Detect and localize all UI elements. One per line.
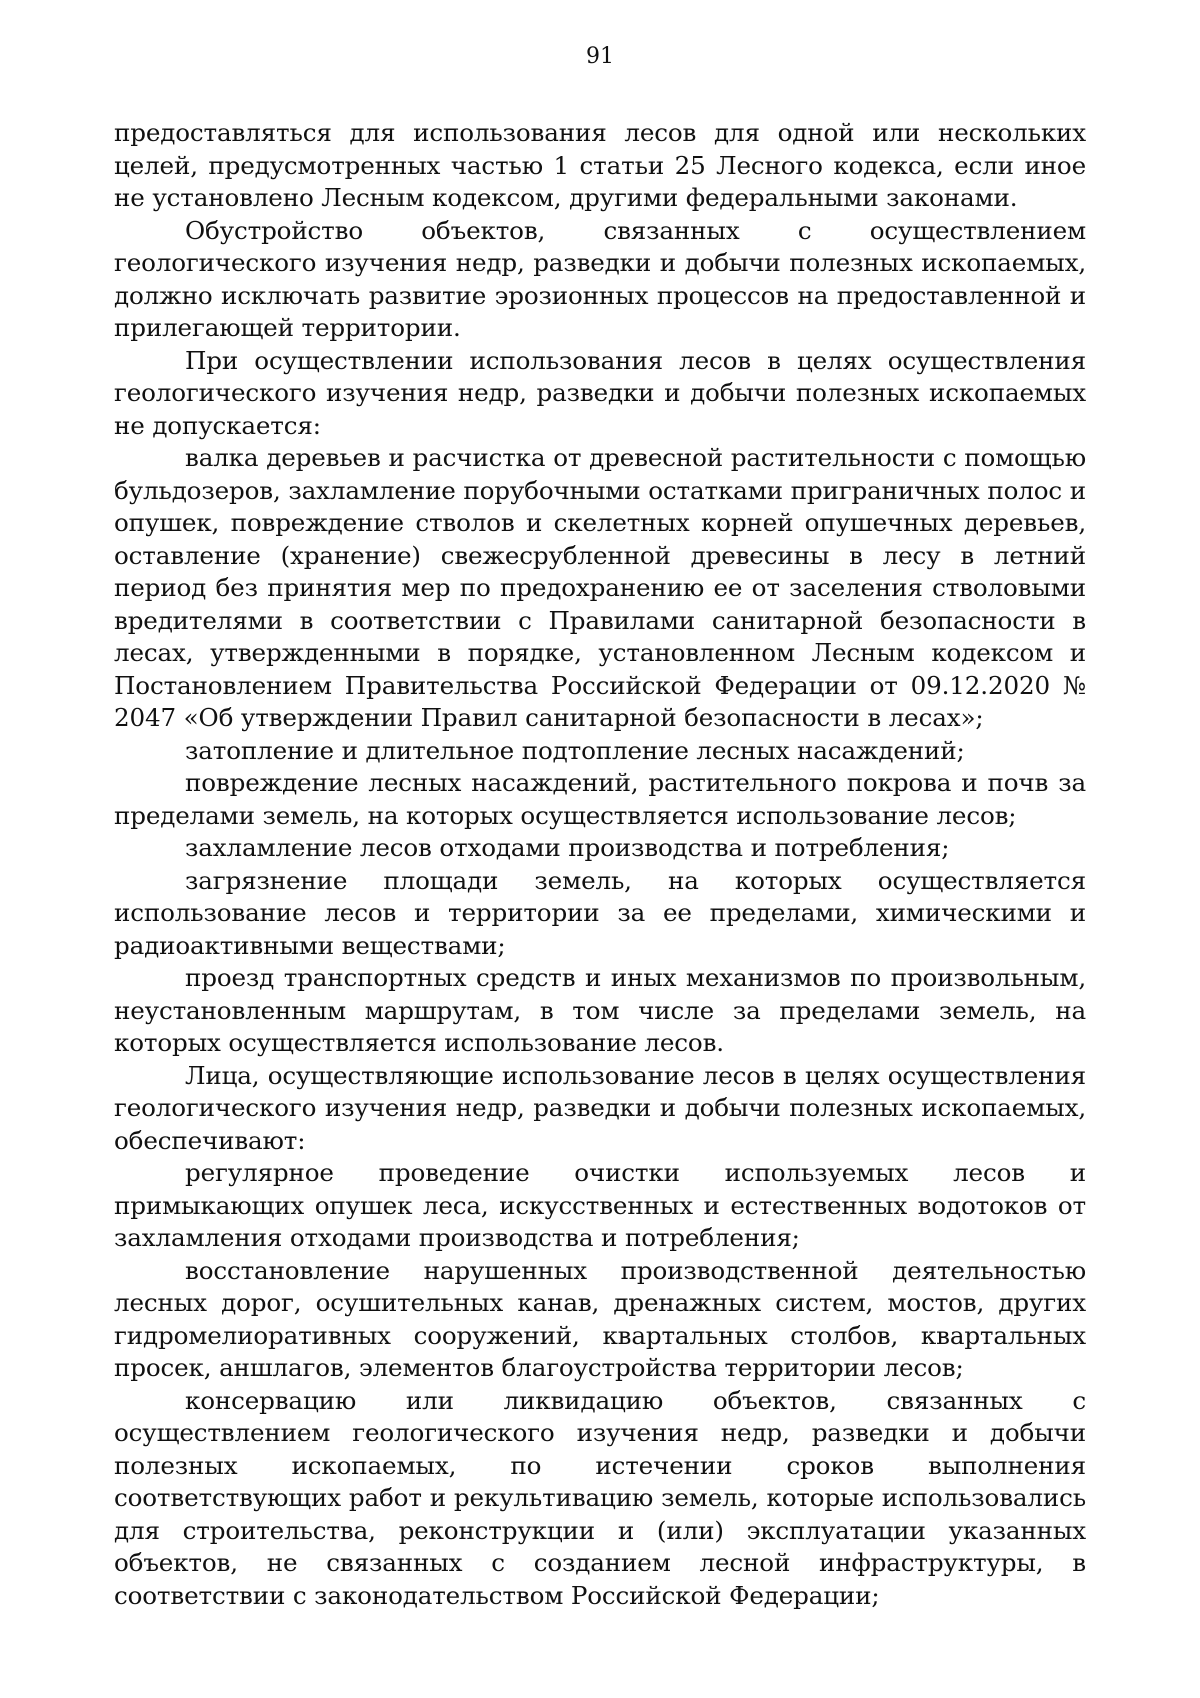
paragraph-7: захламление лесов отходами производства и потребления; xyxy=(185,833,950,862)
paragraph-2: Обустройство объектов, связанных с осуществлением геологического изучения недр, разведки и добычи полезных ископаемых, должно исключать развитие эрозионных процессов на предоставленной и прилегающей территории. xyxy=(114,215,1086,342)
paragraph-3: При осуществлении использования лесов в целях осуществления геологического изучения недр, разведки и добычи полезных ископаемых не допускается: xyxy=(114,345,1086,440)
paragraph-9: проезд транспортных средств и иных механизмов по произвольным, неустановленным маршрутам, в том числе за пределами земель, на которых осуществляется использование лесов. xyxy=(114,963,1086,1057)
paragraph-10: Лица, осуществляющие использование лесов в целях осуществления геологического изучения недр, разведки и добычи полезных ископаемых, обеспечивают: xyxy=(114,1060,1086,1155)
paragraph-12: восстановление нарушенных производственной деятельностью лесных дорог, осушительных канав, дренажных систем, мостов, других гидромелиоративных сооружений, квартальных столбов, квартальных просек, аншлагов, элементов благоустройства территории лесов; xyxy=(114,1255,1086,1382)
paragraph-11: регулярное проведение очистки используемых лесов и примыкающих опушек леса, искусственных и естественных водотоков от захламления отходами производства и потребления; xyxy=(114,1158,1086,1252)
paragraph-4: валка деревьев и расчистка от древесной растительности с помощью бульдозеров, захламление порубочными остатками приграничных полос и опушек, повреждение стволов и скелетных корней опушечных деревьев, оставление (хранение) свежесрубленной древесины в лесу в летний период без принятия мер по предохранению ее от заселения стволовыми вредителями в соответствии с Правилами санитарной безопасности в лесах, утвержденными в порядке, установленном Лесным кодексом и Постановлением Правительства Российской Федерации от 09.12.2020 № 2047 «Об утверждении Правил санитарной безопасности в лесах»; xyxy=(114,443,1086,732)
paragraph-8: загрязнение площади земель, на которых осуществляется использование лесов и территории за ее пределами, химическими и радиоактивными веществами; xyxy=(114,865,1086,960)
paragraph-6: повреждение лесных насаждений, растительного покрова и почв за пределами земель, на которых осуществляется использование лесов; xyxy=(114,768,1086,830)
paragraph-5: затопление и длительное подтопление лесных насаждений; xyxy=(185,735,965,765)
paragraph-13: консервацию или ликвидацию объектов, связанных с осуществлением геологического изучения недр, разведки и добычи полезных ископаемых, по истечении сроков выполнения соответствующих работ и рекультивацию земель, которые использовались для строительства, реконструкции и (или) эксплуатации указанных объектов, не связанных с созданием лесной инфраструктуры, в соответствии с законодательством Российской Федерации; xyxy=(114,1385,1086,1610)
paragraph-1: предоставляться для использования лесов для одной или нескольких целей, предусмотренных частью 1 статьи 25 Лесного кодекса, если иное не установлено Лесным кодексом, другими федеральными законами. xyxy=(114,118,1086,212)
page-number: 91 xyxy=(586,44,614,69)
document-body xyxy=(114,117,1086,1612)
